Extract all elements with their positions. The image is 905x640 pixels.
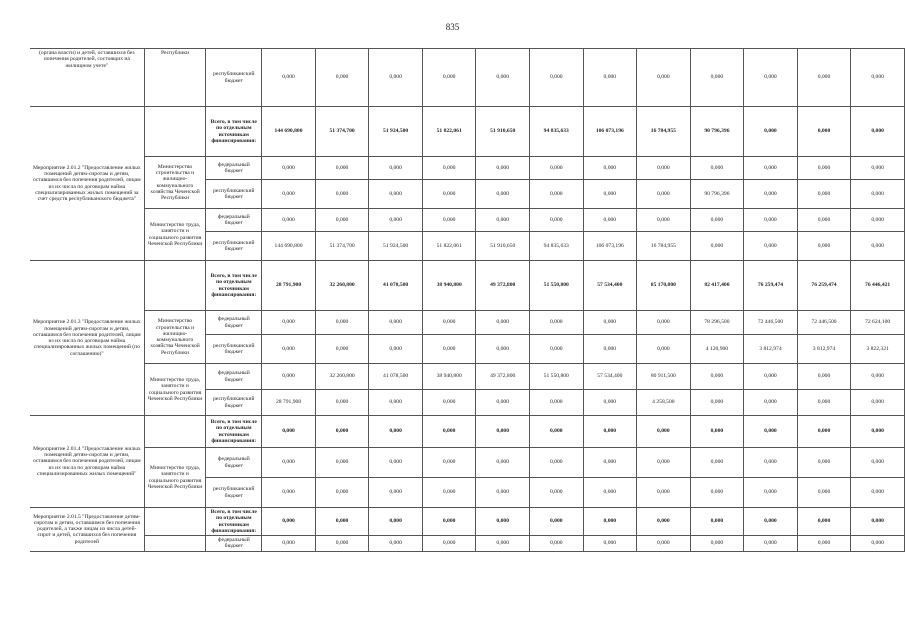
value-cell: 0,000	[583, 180, 637, 209]
value-cell: 38 940,800	[422, 364, 476, 390]
value-cell: 0,000	[583, 390, 637, 416]
value-cell: 0,000	[262, 335, 316, 364]
value-cell: 72 446,500	[744, 311, 798, 335]
executor-cell: Министерство труда, занятости и социального развития Чеченской Республики	[144, 364, 206, 416]
value-cell: 0,000	[476, 416, 530, 448]
value-cell: 76 259,474	[797, 261, 851, 311]
value-cell: 0,000	[744, 232, 798, 261]
event-cell: Мероприятие 2.01.2 "Предоставление жилых помещений детям-сиротам и детям, оставшимся без попечения родителей, лицам из их числа по договорам найма специализированных жилых помещений за счет средств республиканского бюджета"	[30, 107, 144, 261]
value-cell: 0,000	[690, 157, 744, 180]
value-cell: 0,000	[744, 478, 798, 508]
table-row	[30, 49, 905, 107]
value-cell: 0,000	[262, 416, 316, 448]
funding-source-cell: Всего, в том числе по отдельным источникам финансирования:	[206, 261, 262, 311]
value-cell: 0,000	[744, 49, 798, 107]
value-cell: 0,000	[369, 478, 423, 508]
page-number: 835	[445, 22, 460, 32]
value-cell: 0,000	[529, 390, 583, 416]
value-cell: 0,000	[315, 311, 369, 335]
value-cell: 0,000	[476, 448, 530, 478]
value-cell: 0,000	[315, 157, 369, 180]
value-cell: 0,000	[690, 448, 744, 478]
value-cell: 0,000	[797, 157, 851, 180]
value-cell: 0,000	[422, 390, 476, 416]
funding-source-cell: Всего, в том числе по отдельным источникам финансирования:	[206, 416, 262, 448]
value-cell: 0,000	[422, 157, 476, 180]
value-cell: 0,000	[529, 478, 583, 508]
value-cell: 0,000	[851, 416, 905, 448]
value-cell: 0,000	[690, 390, 744, 416]
value-cell: 0,000	[476, 508, 530, 536]
value-cell: 0,000	[529, 536, 583, 552]
value-cell: 0,000	[476, 180, 530, 209]
value-cell: 51 910,650	[476, 232, 530, 261]
value-cell: 0,000	[369, 508, 423, 536]
value-cell: 90 796,396	[690, 107, 744, 157]
value-cell: 0,000	[529, 335, 583, 364]
table-row	[30, 157, 905, 180]
value-cell: 0,000	[369, 416, 423, 448]
value-cell: 51 374,700	[315, 107, 369, 157]
value-cell: 0,000	[797, 49, 851, 107]
executor-cell	[144, 416, 206, 448]
value-cell: 0,000	[797, 416, 851, 448]
value-cell: 82 417,400	[690, 261, 744, 311]
value-cell: 0,000	[369, 335, 423, 364]
value-cell: 0,000	[583, 536, 637, 552]
event-cell: Мероприятие 2.01.5 "Предоставление детям-сиротам и детям, оставшимся без попечения родителей, а также лицам из числа детей-сирот и детей, оставшихся без попечения родителей	[30, 508, 144, 552]
financing-table	[30, 48, 905, 552]
value-cell: 51 374,700	[315, 232, 369, 261]
value-cell: 0,000	[744, 107, 798, 157]
value-cell: 0,000	[262, 478, 316, 508]
value-cell: 78 296,500	[690, 311, 744, 335]
value-cell: 0,000	[262, 364, 316, 390]
value-cell: 144 690,800	[262, 232, 316, 261]
value-cell: 0,000	[583, 49, 637, 107]
funding-source-cell: федеральный бюджет	[206, 311, 262, 335]
value-cell: 0,000	[369, 311, 423, 335]
value-cell: 94 835,633	[529, 107, 583, 157]
value-cell: 85 170,000	[637, 261, 691, 311]
value-cell: 0,000	[583, 448, 637, 478]
value-cell: 0,000	[262, 180, 316, 209]
value-cell: 4 258,500	[637, 390, 691, 416]
value-cell: 0,000	[583, 209, 637, 232]
value-cell: 0,000	[422, 311, 476, 335]
value-cell: 0,000	[529, 157, 583, 180]
total-row	[30, 416, 905, 448]
table-row	[30, 448, 905, 478]
value-cell: 0,000	[476, 390, 530, 416]
value-cell: 51 550,800	[529, 261, 583, 311]
funding-source-cell: федеральный бюджет	[206, 157, 262, 180]
value-cell: 0,000	[637, 478, 691, 508]
value-cell: 0,000	[476, 335, 530, 364]
value-cell: 57 534,400	[583, 364, 637, 390]
value-cell: 28 791,900	[262, 261, 316, 311]
value-cell: 0,000	[262, 508, 316, 536]
value-cell: 90 796,396	[690, 180, 744, 209]
value-cell: 80 911,500	[637, 364, 691, 390]
value-cell: 0,000	[690, 232, 744, 261]
executor-cell: Министерство труда, занятости и социального развития Чеченской Республики	[144, 448, 206, 508]
value-cell: 0,000	[744, 508, 798, 536]
value-cell: 0,000	[315, 209, 369, 232]
value-cell: 0,000	[851, 209, 905, 232]
value-cell: 0,000	[690, 478, 744, 508]
value-cell: 0,000	[315, 49, 369, 107]
value-cell: 0,000	[797, 209, 851, 232]
value-cell: 0,000	[690, 536, 744, 552]
executor-cell	[144, 536, 206, 552]
value-cell: 0,000	[583, 478, 637, 508]
value-cell: 0,000	[637, 49, 691, 107]
value-cell: 0,000	[315, 416, 369, 448]
value-cell: 51 924,500	[369, 107, 423, 157]
value-cell: 3 812,974	[744, 335, 798, 364]
value-cell: 0,000	[583, 335, 637, 364]
value-cell: 0,000	[369, 180, 423, 209]
total-row	[30, 107, 905, 157]
value-cell: 0,000	[422, 448, 476, 478]
value-cell: 0,000	[315, 478, 369, 508]
value-cell: 0,000	[690, 49, 744, 107]
value-cell: 72 624,100	[851, 311, 905, 335]
value-cell: 28 791,900	[262, 390, 316, 416]
value-cell: 76 446,421	[851, 261, 905, 311]
value-cell: 0,000	[476, 157, 530, 180]
value-cell: 0,000	[476, 311, 530, 335]
value-cell: 3 812,974	[797, 335, 851, 364]
value-cell: 0,000	[690, 209, 744, 232]
value-cell: 0,000	[851, 536, 905, 552]
funding-source-cell: федеральный бюджет	[206, 209, 262, 232]
value-cell: 0,000	[690, 508, 744, 536]
value-cell: 38 940,800	[422, 261, 476, 311]
value-cell: 76 259,474	[744, 261, 798, 311]
value-cell: 0,000	[851, 448, 905, 478]
event-cell: Мероприятие 2.01.3 "Предоставление жилых помещений детям-сиротам и детям, оставшимся без попечения родителей, лицам из их числа по договорам найма специализированных жилых помещений (по соглашению)"	[30, 261, 144, 416]
value-cell: 0,000	[422, 508, 476, 536]
value-cell: 0,000	[529, 416, 583, 448]
value-cell: 51 910,650	[476, 107, 530, 157]
value-cell: 0,000	[637, 508, 691, 536]
value-cell: 0,000	[262, 311, 316, 335]
table-row	[30, 209, 905, 232]
value-cell: 0,000	[637, 536, 691, 552]
value-cell: 0,000	[476, 536, 530, 552]
value-cell: 0,000	[797, 180, 851, 209]
value-cell: 0,000	[422, 416, 476, 448]
table-row	[30, 536, 905, 552]
value-cell: 0,000	[637, 311, 691, 335]
value-cell: 0,000	[369, 536, 423, 552]
value-cell: 0,000	[583, 157, 637, 180]
value-cell: 94 835,633	[529, 232, 583, 261]
value-cell: 0,000	[637, 180, 691, 209]
value-cell: 0,000	[690, 416, 744, 448]
value-cell: 0,000	[422, 536, 476, 552]
value-cell: 0,000	[315, 536, 369, 552]
funding-source-cell: Всего, в том числе по отдельным источникам финансирования:	[206, 107, 262, 157]
value-cell: 0,000	[744, 448, 798, 478]
value-cell: 0,000	[851, 390, 905, 416]
value-cell: 4 120,900	[690, 335, 744, 364]
funding-source-cell: республиканский бюджет	[206, 390, 262, 416]
value-cell: 0,000	[637, 335, 691, 364]
value-cell: 57 534,400	[583, 261, 637, 311]
value-cell: 0,000	[690, 364, 744, 390]
value-cell: 0,000	[744, 209, 798, 232]
value-cell: 0,000	[744, 416, 798, 448]
value-cell: 32 260,800	[315, 364, 369, 390]
value-cell: 0,000	[637, 416, 691, 448]
value-cell: 16 784,955	[637, 232, 691, 261]
value-cell: 0,000	[369, 49, 423, 107]
funding-source-cell: республиканский бюджет	[206, 49, 262, 107]
value-cell: 0,000	[315, 448, 369, 478]
value-cell: 0,000	[851, 49, 905, 107]
value-cell: 0,000	[262, 448, 316, 478]
value-cell: 0,000	[797, 232, 851, 261]
value-cell: 0,000	[637, 448, 691, 478]
value-cell: 0,000	[797, 478, 851, 508]
value-cell: 51 550,800	[529, 364, 583, 390]
event-cell: Мероприятие 2.01.4 "Предоставление жилых помещений детям-сиротам и детям, оставшимся без попечения родителей, лицам из их числа по договорам найма специализированных жилых помещений"	[30, 416, 144, 508]
executor-cell: Министерство труда, занятости и социального развития Чеченской Республики	[144, 209, 206, 261]
table-row	[30, 364, 905, 390]
value-cell: 0,000	[315, 508, 369, 536]
value-cell: 0,000	[369, 209, 423, 232]
value-cell: 0,000	[851, 157, 905, 180]
value-cell: 0,000	[851, 478, 905, 508]
funding-source-cell: республиканский бюджет	[206, 335, 262, 364]
value-cell: 144 690,800	[262, 107, 316, 157]
funding-source-cell: республиканский бюджет	[206, 478, 262, 508]
value-cell: 41 078,500	[369, 261, 423, 311]
value-cell: 49 372,800	[476, 364, 530, 390]
executor-cell: Министерство строительства и жилищно-коммунального хозяйства Чеченской Республики	[144, 157, 206, 209]
value-cell: 0,000	[851, 232, 905, 261]
value-cell: 0,000	[529, 180, 583, 209]
value-cell: 0,000	[369, 157, 423, 180]
value-cell: 0,000	[797, 448, 851, 478]
table-row	[30, 311, 905, 335]
value-cell: 32 260,800	[315, 261, 369, 311]
value-cell: 0,000	[744, 157, 798, 180]
value-cell: 0,000	[476, 49, 530, 107]
value-cell: 72 446,500	[797, 311, 851, 335]
value-cell: 0,000	[529, 311, 583, 335]
value-cell: 49 372,800	[476, 261, 530, 311]
funding-source-cell: федеральный бюджет	[206, 364, 262, 390]
value-cell: 0,000	[315, 390, 369, 416]
funding-source-cell: Всего, в том числе по отдельным источникам финансирования:	[206, 508, 262, 536]
funding-source-cell: федеральный бюджет	[206, 536, 262, 552]
value-cell: 0,000	[797, 508, 851, 536]
executor-cell: Республики	[144, 49, 206, 107]
value-cell: 0,000	[744, 364, 798, 390]
value-cell: 0,000	[369, 448, 423, 478]
funding-source-cell: республиканский бюджет	[206, 180, 262, 209]
total-row	[30, 508, 905, 536]
value-cell: 0,000	[422, 49, 476, 107]
value-cell: 0,000	[851, 364, 905, 390]
value-cell: 0,000	[744, 180, 798, 209]
value-cell: 0,000	[851, 180, 905, 209]
executor-cell	[144, 107, 206, 157]
funding-source-cell: федеральный бюджет	[206, 448, 262, 478]
event-cell: (органа власти) и детей, оставшихся без попечения родителей, состоящих на жилищном учете"	[30, 49, 144, 107]
value-cell: 0,000	[583, 311, 637, 335]
value-cell: 41 078,500	[369, 364, 423, 390]
value-cell: 0,000	[797, 107, 851, 157]
executor-cell	[144, 508, 206, 536]
value-cell: 3 822,321	[851, 335, 905, 364]
value-cell: 0,000	[476, 478, 530, 508]
value-cell: 0,000	[637, 157, 691, 180]
value-cell: 0,000	[262, 157, 316, 180]
value-cell: 0,000	[369, 390, 423, 416]
value-cell: 0,000	[529, 448, 583, 478]
value-cell: 0,000	[262, 49, 316, 107]
value-cell: 0,000	[422, 209, 476, 232]
value-cell: 0,000	[851, 107, 905, 157]
executor-cell: Министерство строительства и жилищно-коммунального хозяйства Чеченской Республики	[144, 311, 206, 364]
value-cell: 0,000	[315, 335, 369, 364]
value-cell: 0,000	[422, 478, 476, 508]
value-cell: 0,000	[797, 364, 851, 390]
total-row	[30, 261, 905, 311]
value-cell: 16 784,955	[637, 107, 691, 157]
value-cell: 51 924,500	[369, 232, 423, 261]
value-cell: 0,000	[851, 508, 905, 536]
value-cell: 0,000	[583, 508, 637, 536]
value-cell: 0,000	[744, 536, 798, 552]
value-cell: 0,000	[422, 180, 476, 209]
value-cell: 0,000	[797, 536, 851, 552]
value-cell: 0,000	[422, 335, 476, 364]
value-cell: 0,000	[262, 536, 316, 552]
value-cell: 106 073,196	[583, 232, 637, 261]
value-cell: 106 073,196	[583, 107, 637, 157]
value-cell: 0,000	[315, 180, 369, 209]
value-cell: 0,000	[529, 49, 583, 107]
funding-source-cell: республиканский бюджет	[206, 232, 262, 261]
value-cell: 0,000	[744, 390, 798, 416]
value-cell: 0,000	[529, 209, 583, 232]
value-cell: 0,000	[529, 508, 583, 536]
value-cell: 0,000	[797, 390, 851, 416]
value-cell: 51 822,061	[422, 107, 476, 157]
executor-cell	[144, 261, 206, 311]
value-cell: 0,000	[262, 209, 316, 232]
value-cell: 0,000	[476, 209, 530, 232]
value-cell: 0,000	[583, 416, 637, 448]
value-cell: 51 822,061	[422, 232, 476, 261]
value-cell: 0,000	[637, 209, 691, 232]
